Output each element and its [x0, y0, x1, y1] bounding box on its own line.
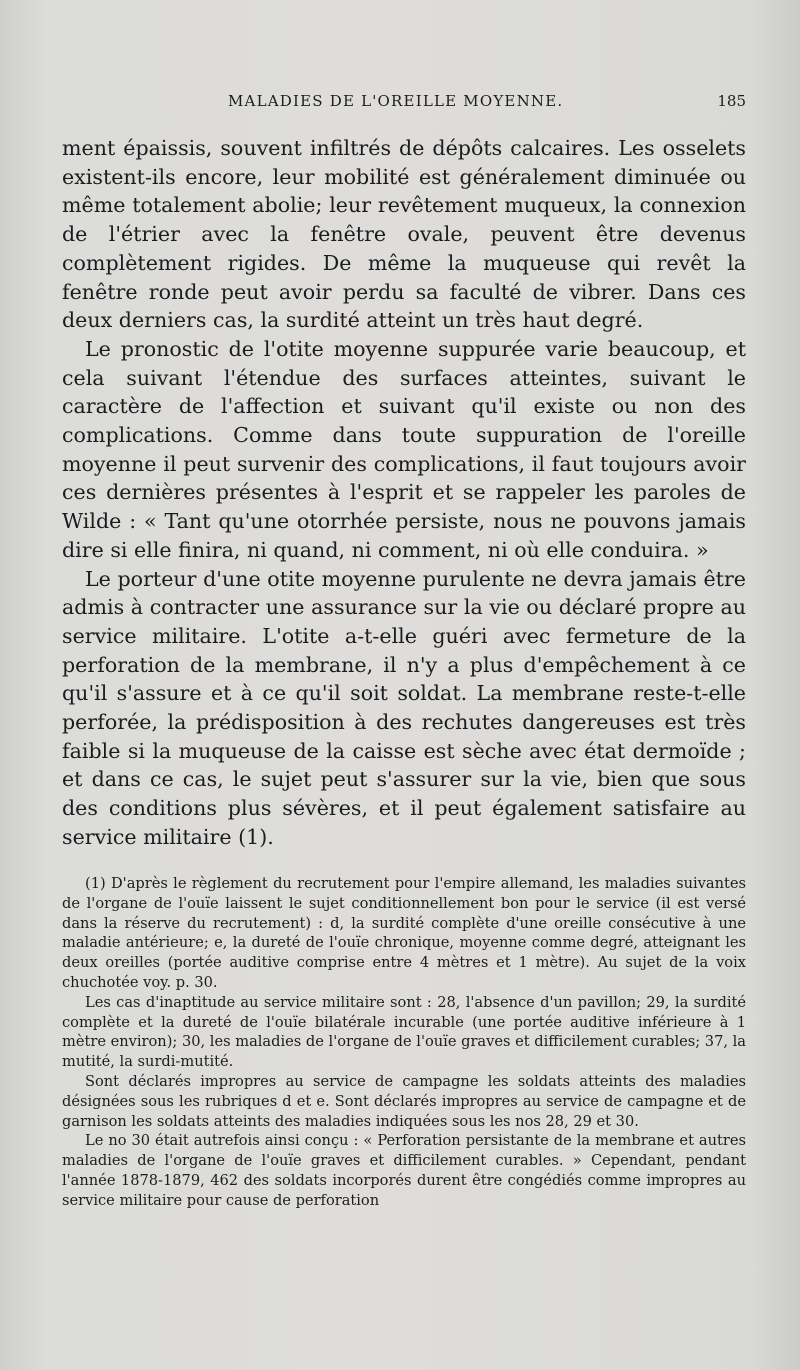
running-title: MALADIES DE L'OREILLE MOYENNE.: [228, 92, 564, 110]
footnote-1-campaign: Sont déclarés impropres au service de campagne les soldats atteints des maladies désignées sous les rubriques d et e. Sont déclarés impropres au service de campagne et de garnison les soldats atteints des maladies indiquées sous les nos 28, 29 et 30.: [62, 1072, 746, 1130]
paragraph-prognosis: Le pronostic de l'otite moyenne suppurée varie beaucoup, et cela suivant l'étendue des surfaces atteintes, suivant le caractère de l'affection et suivant qu'il existe ou non des complications. Comme dans toute suppuration de l'oreille moyenne il peut survenir des complications, il faut toujours avoir ces dernières présentes à l'esprit et se rappeler les paroles de Wilde : « Tant qu'une otorrhée persiste, nous ne pouvons jamais dire si elle finira, ni quand, ni comment, ni où elle conduira. »: [62, 336, 746, 562]
paragraph-continuation: ment épaissis, souvent infiltrés de dépôts calcaires. Les osselets existent-ils encore, leur mobilité est généralement diminuée ou même totalement abolie; leur revêtement muqueux, la connexion de l'étrier avec la fenêtre ovale, peuvent être devenus complètement rigides. De même la muqueuse qui revêt la fenêtre ronde peut avoir perdu sa faculté de vibrer. Dans ces deux derniers cas, la surdité atteint un très haut degré.: [62, 136, 746, 333]
paragraph-insurance-military: Le porteur d'une otite moyenne purulente ne devra jamais être admis à contracter une assurance sur la vie ou déclaré propre au service militaire. L'otite a-t-elle guéri avec fermeture de la perforation de la membrane, il n'y a plus d'empêchement à ce qu'il s'assure et à ce qu'il soit soldat. La membrane reste-t-elle perforée, la prédisposition à des rechutes dangereuses est très faible si la muqueuse de la caisse est sèche avec état dermoïde ; et dans ce cas, le sujet peut s'assurer sur la vie, bien que sous des conditions plus sévères, et il peut également satisfaire au service militaire (1).: [62, 566, 746, 849]
running-head: [62, 92, 746, 116]
footnote-1: (1) D'après le règlement du recrutement pour l'empire allemand, les maladies suivantes de l'organe de l'ouïe laissent le sujet conditionnellement bon pour le service (il est versé dans la réserve du recrutement) : d, la surdité complète d'une oreille consécutive à une maladie antérieure; e, la dureté de l'ouïe chronique, moyenne comme degré, atteignant les deux oreilles (portée auditive comprise entre 4 mètres et 1 mètre). Au sujet de la voix chuchotée voy. p. 30.: [62, 875, 746, 991]
page-number: 185: [717, 92, 746, 110]
footnotes: [62, 874, 746, 1211]
footnote-1-inaptitude: Les cas d'inaptitude au service militaire sont : 28, l'absence d'un pavillon; 29, la surdité complète et la dureté de l'ouïe bilatérale incurable (une portée auditive inférieure à 1 mètre environ); 30, les maladies de l'organe de l'ouïe graves et difficilement curables; 37, la mutité, la surdi-mutité.: [62, 993, 747, 1071]
footnote-1-no30: Le no 30 était autrefois ainsi conçu : « Perforation persistante de la membrane et autres maladies de l'organe de l'ouïe graves et difficilement curables. » Cependant, pendant l'année 1878-1879, 462 des soldats incorporés durent être congédiés comme impropres au service militaire pour cause de perforation: [62, 1132, 746, 1209]
main-text: [62, 134, 746, 852]
